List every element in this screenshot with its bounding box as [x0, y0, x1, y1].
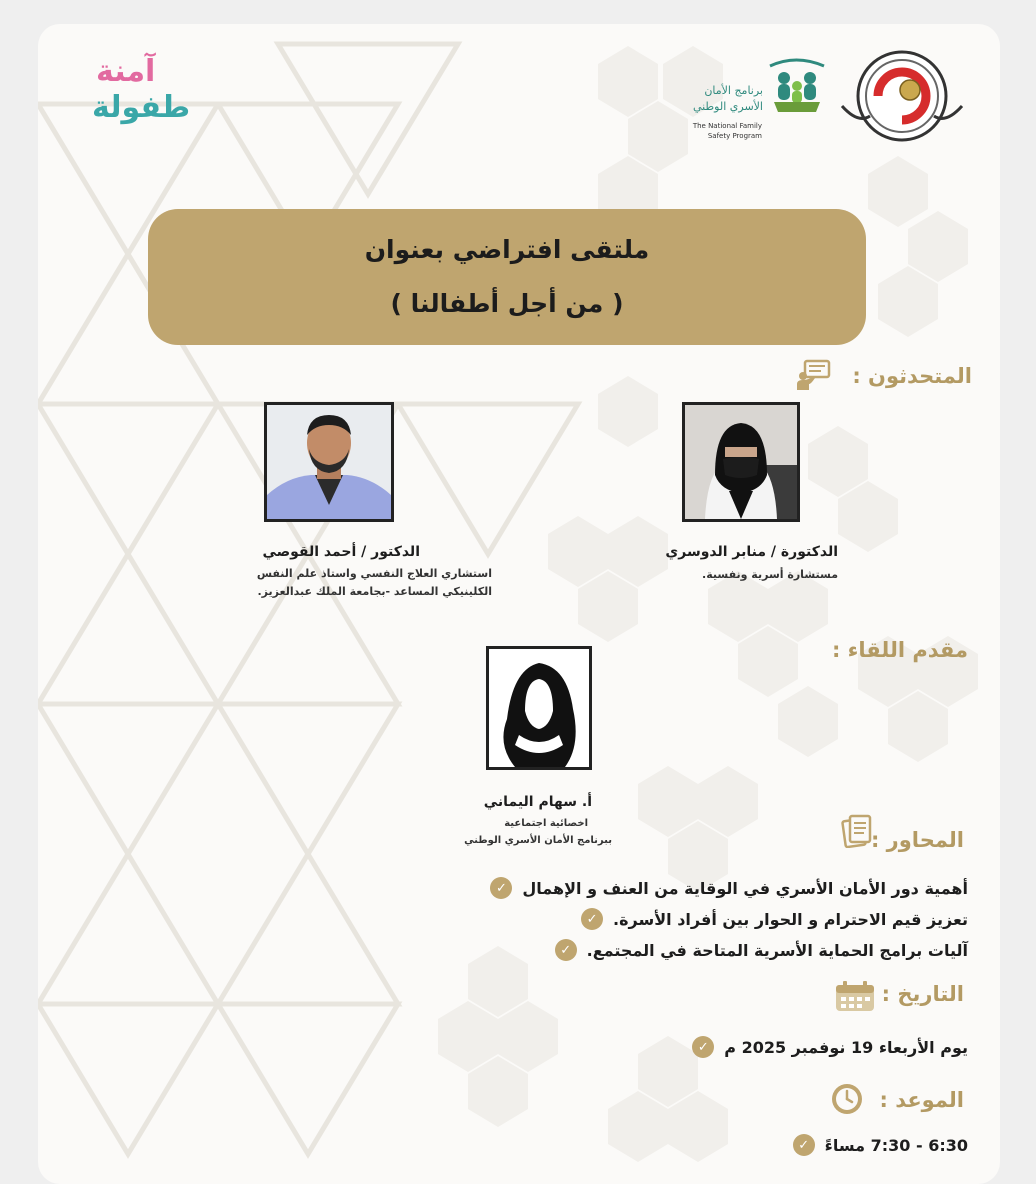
- time-value-row: ✓ 6:30 - 7:30 مساءً: [793, 1134, 968, 1156]
- speaker-male-figure: [267, 405, 391, 519]
- safe-childhood-logo: [78, 52, 218, 142]
- speaker-photo-male: [264, 402, 394, 522]
- calendar-icon: [834, 979, 876, 1013]
- presentation-icon: [795, 358, 831, 392]
- event-poster: [38, 24, 1000, 1184]
- nfsp-english-line2: Safety Program: [707, 132, 762, 140]
- check-icon: ✓: [793, 1134, 815, 1156]
- title-line1: ملتقى افتراضي بعنوان: [364, 235, 650, 264]
- speaker1-role: مستشارة أسرية ونفسية.: [702, 568, 838, 581]
- ministry-emblem-logo: [838, 46, 966, 146]
- speaker-photo-female: [682, 402, 800, 522]
- topic-item-1: ✓ أهمية دور الأمان الأسري في الوقاية من العنف و الإهمال: [490, 877, 968, 899]
- topics-heading: المحاور :: [870, 828, 964, 852]
- clock-icon: [830, 1082, 864, 1116]
- date-value-row: ✓ يوم الأربعاء 19 نوفمبر 2025 م: [692, 1036, 968, 1058]
- check-icon: ✓: [555, 939, 577, 961]
- topic-item-3: ✓ آليات برامج الحماية الأسرية المتاحة في المجتمع.: [555, 939, 968, 961]
- document-icon: [840, 814, 874, 848]
- host-role-line2: ببرنامج الأمان الأسري الوطني: [464, 835, 612, 846]
- speakers-heading: المتحدثون :: [852, 364, 972, 388]
- nfsp-arabic-line1: برنامج الأمان: [704, 84, 763, 97]
- speaker2-name: الدكتور / أحمد القوصي: [262, 544, 420, 560]
- host-photo: [486, 646, 592, 770]
- nfsp-english-line1: The National Family: [692, 122, 762, 130]
- speaker-female-figure: [685, 405, 797, 519]
- topic-item-2: ✓ تعزيز قيم الاحترام و الحوار بين أفراد الأسرة.: [581, 908, 968, 930]
- time-heading: الموعد :: [879, 1088, 964, 1112]
- speaker1-name: الدكتورة / منابر الدوسري: [665, 544, 838, 560]
- speaker2-role-line1: استشاري العلاج النفسي واستاذ علم النفس: [256, 567, 492, 580]
- left-logo-line1: آمنة: [96, 54, 156, 89]
- host-heading: مقدم اللقاء :: [831, 638, 968, 662]
- speaker2-role-line2: الكلينيكي المساعد -بجامعة الملك عبدالعزيز.: [257, 585, 492, 598]
- nfsp-logo: [678, 56, 828, 156]
- hijab-silhouette-icon: [489, 649, 589, 767]
- title-banner: [148, 209, 866, 345]
- host-role-line1: اخصائية اجتماعية: [504, 818, 588, 829]
- check-icon: ✓: [692, 1036, 714, 1058]
- host-name: أ. سهام اليماني: [483, 794, 592, 810]
- date-heading: التاريخ :: [881, 982, 964, 1006]
- family-icon: [766, 56, 828, 114]
- check-icon: ✓: [490, 877, 512, 899]
- check-icon: ✓: [581, 908, 603, 930]
- left-logo-line2: طفولة: [92, 90, 191, 125]
- nfsp-arabic-line2: الأسري الوطني: [692, 100, 763, 113]
- title-line2: ( من أجل أطفالنا ): [390, 289, 624, 318]
